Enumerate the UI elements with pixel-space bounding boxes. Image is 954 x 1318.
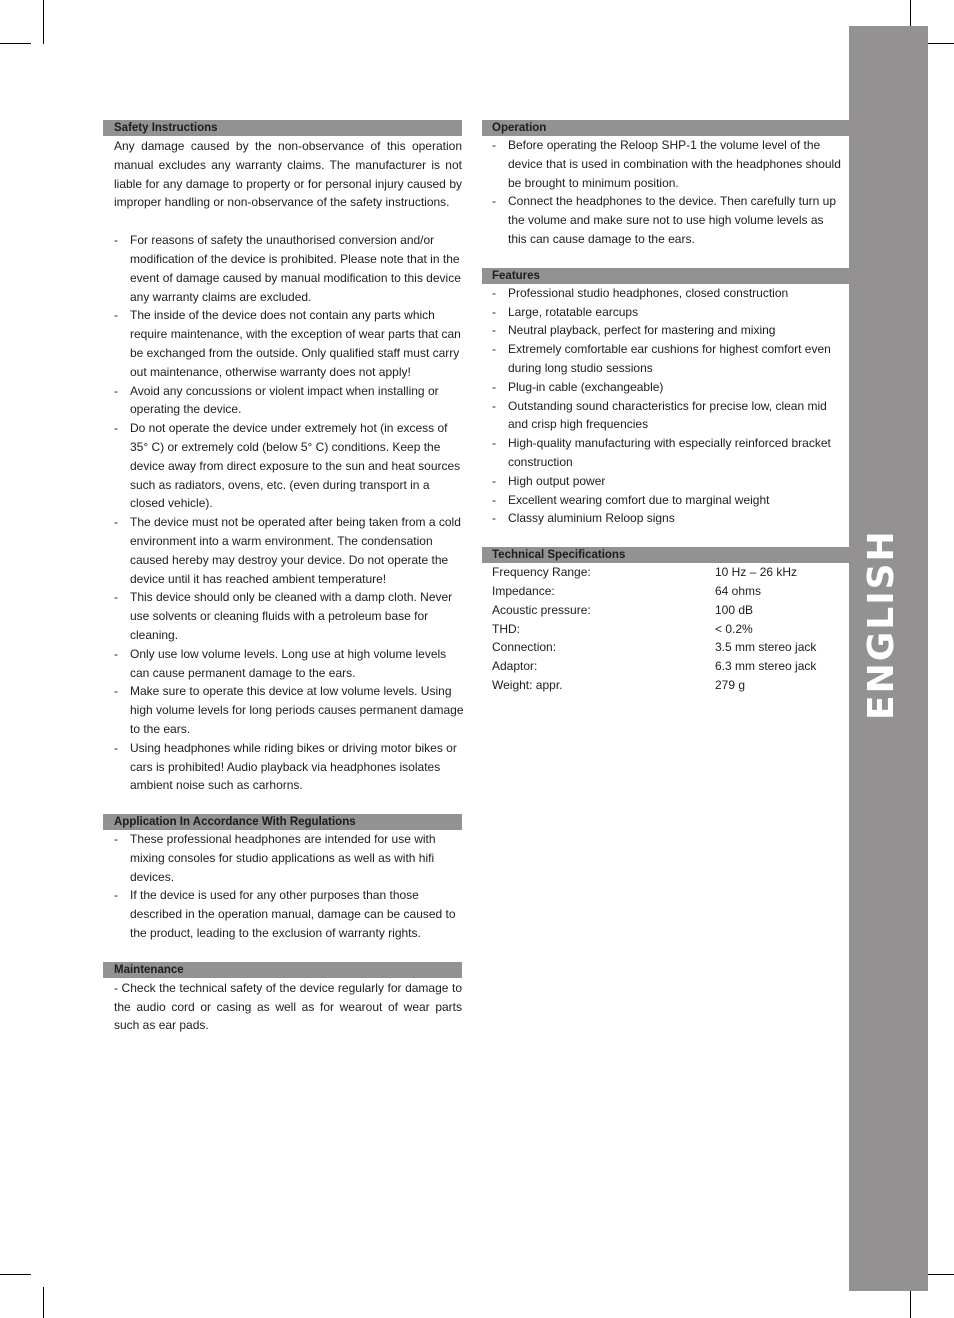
- crop-mark: [910, 0, 911, 28]
- list-item: - Neutral playback, perfect for mastering and mixing: [492, 323, 776, 338]
- spec-label: Acoustic pressure:: [492, 602, 591, 617]
- features-section: [482, 268, 849, 528]
- spec-value: 10 Hz – 26 kHz: [715, 565, 798, 580]
- list-item: - For reasons of safety the unauthorised conversion and/or modification of the device is prohibited. Please note that in the event of damage caused by manual modification to this device any warranty claims are excluded.: [114, 233, 461, 304]
- features-heading: Features: [482, 268, 849, 284]
- list-item: - Connect the headphones to the device. Then carefully turn up the volume and make sure not to use high volume levels as this can cause damage to the ears.: [492, 194, 837, 246]
- table-row: [482, 657, 849, 676]
- list-item: - Excellent wearing comfort due to marginal weight: [492, 492, 770, 507]
- maintenance-section: [103, 962, 462, 1035]
- list-item: - Do not operate the device under extremely hot (in excess of 35° C) or extremely cold (below 5° C) conditions. Keep the device away from direct exposure to the sun and heat sources such as radiators, ovens, etc. (even during transport in a closed vehicle).: [114, 421, 461, 511]
- spec-value: 3.5 mm stereo jack: [715, 640, 817, 655]
- table-row: [482, 638, 849, 657]
- spec-value: 279 g: [715, 677, 746, 692]
- list-item: - The inside of the device does not contain any parts which require maintenance, with the exception of wear parts that can be exchanged from the outside. Only qualified staff must carry out maintenance, otherwise warranty does not apply!: [114, 308, 461, 379]
- table-row: [482, 620, 849, 639]
- operation-list: [482, 136, 849, 249]
- application-heading: Application In Accordance With Regulations: [103, 814, 462, 830]
- spec-label: Impedance:: [492, 583, 555, 598]
- maintenance-text: - Check the technical safety of the device regularly for damage to the audio cord or casing as well as for wearout of wear parts such as ear pads.: [114, 980, 462, 1033]
- list-item: - The device must not be operated after being taken from a cold environment into a warm environment. The condensation caused hereby may destroy your device. Do not operate the device until it has reached ambient temperature!: [114, 515, 461, 586]
- safety-section: [103, 120, 462, 795]
- spec-value: 64 ohms: [715, 583, 762, 598]
- list-item: - Professional studio headphones, closed construction: [492, 285, 789, 300]
- table-row: [482, 601, 849, 620]
- list-item: - High output power: [492, 473, 606, 488]
- list-item: - This device should only be cleaned with a damp cloth. Never use solvents or cleaning fluids with a petroleum base for cleaning.: [114, 590, 453, 642]
- specs-heading: Technical Specifications: [482, 547, 849, 563]
- list-item: - These professional headphones are intended for use with mixing consoles for studio applications as well as with hifi devices.: [114, 832, 436, 884]
- safety-list: [103, 231, 462, 795]
- language-label: ENGLISH: [861, 529, 902, 720]
- list-item: - Classy aluminium Reloop signs: [492, 511, 675, 526]
- crop-mark: [0, 1274, 31, 1275]
- list-item: - Plug-in cable (exchangeable): [492, 379, 664, 394]
- application-section: [103, 814, 462, 943]
- spec-label: Weight: appr.: [492, 677, 563, 692]
- application-list: [103, 830, 462, 943]
- specs-section: [482, 547, 849, 695]
- list-item: - Large, rotatable earcups: [492, 304, 639, 319]
- spec-value: 6.3 mm stereo jack: [715, 659, 817, 674]
- list-item: - Only use low volume levels. Long use at high volume levels can cause permanent damage to the ears.: [114, 646, 447, 680]
- crop-mark: [910, 1290, 911, 1318]
- list-item: - Make sure to operate this device at low volume levels. Using high volume levels for long periods causes permanent damage to the ears.: [114, 684, 464, 736]
- crop-mark: [43, 0, 44, 44]
- left-column: [103, 120, 462, 1035]
- features-list: [482, 284, 849, 528]
- safety-intro: Any damage caused by the non-observance of this operation manual excludes any warranty claims. The manufacturer is not liable for any damage to property or for personal injury caused by improper handling or non-observance of the safety instructions.: [114, 139, 462, 210]
- spec-value: < 0.2%: [715, 621, 753, 636]
- crop-mark: [43, 1287, 44, 1318]
- list-item: - Avoid any concussions or violent impact when installing or operating the device.: [114, 383, 439, 417]
- list-item: - Extremely comfortable ear cushions for highest comfort even during long studio sessions: [492, 342, 831, 375]
- table-row: [482, 582, 849, 601]
- spec-label: Adaptor:: [492, 659, 538, 674]
- table-row: [482, 563, 849, 582]
- operation-section: [482, 120, 849, 249]
- list-item: - High-quality manufacturing with especially reinforced bracket construction: [492, 436, 831, 469]
- safety-heading: Safety Instructions: [103, 120, 462, 136]
- specs-table: [482, 563, 849, 695]
- table-row: [482, 676, 849, 695]
- list-item: - Before operating the Reloop SHP-1 the volume level of the device that is used in combination with the headphones should be brought to minimum position.: [492, 138, 841, 190]
- crop-mark: [0, 43, 31, 44]
- operation-heading: Operation: [482, 120, 849, 136]
- spec-label: THD:: [492, 621, 520, 636]
- right-column: [482, 120, 849, 695]
- list-item: - Outstanding sound characteristics for precise low, clean mid and crisp high frequencies: [492, 398, 827, 432]
- spec-label: Frequency Range:: [492, 565, 591, 580]
- list-item: - If the device is used for any other purposes than those described in the operation manual, damage can be caused to the product, leading to the exclusion of warranty rights.: [114, 888, 456, 941]
- maintenance-heading: Maintenance: [103, 962, 462, 978]
- spec-label: Connection:: [492, 640, 557, 655]
- spec-value: 100 dB: [715, 602, 754, 617]
- list-item: - Using headphones while riding bikes or driving motor bikes or cars is prohibited! Audio playback via headphones isolates ambient noise such as carhorns.: [114, 740, 457, 793]
